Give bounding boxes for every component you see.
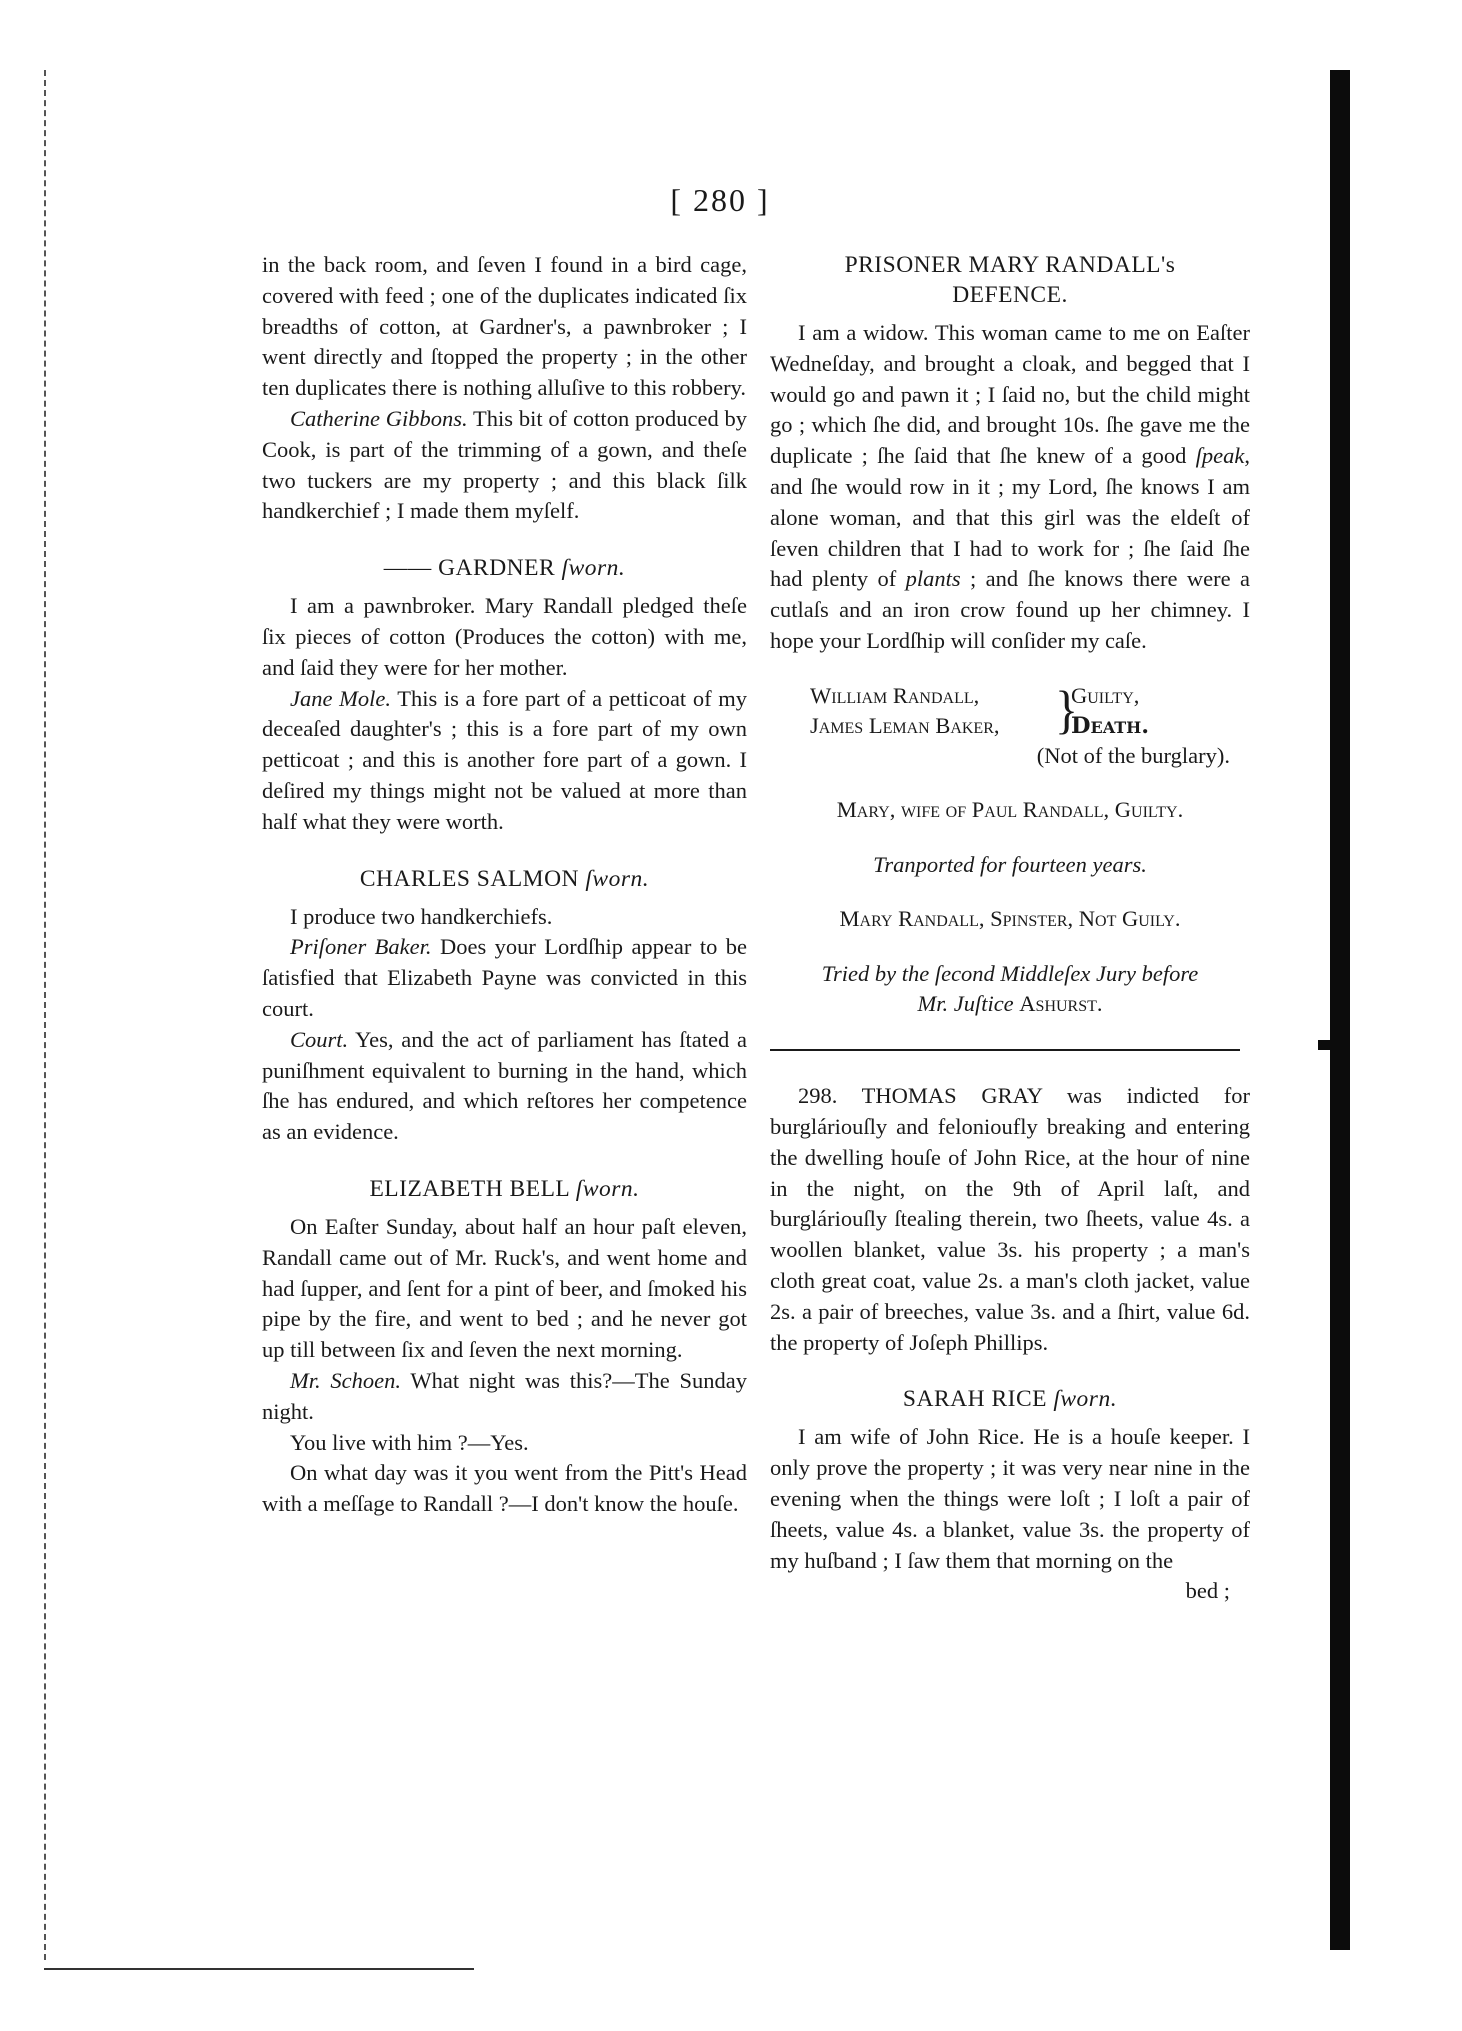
witness-name: CHARLES SALMON <box>359 865 580 892</box>
sworn-label: ſworn. <box>585 865 650 892</box>
tried-note <box>770 959 1250 1019</box>
paragraph: in the back room, and ſeven I found in a bird cage, covered with feed ; one of the duplicates indicated ſix breadths of cotton, at Gardner's, a pawnbroker ; I went directly and ſtopped the property ; in the other ten duplicates there is nothing alluſive to this robbery. <box>262 252 747 401</box>
witness-heading <box>262 864 747 894</box>
speech-text: ; and ſhe knows there were a cutlaſs and an iron crow found up her chimney. I hope your Lordſhip will conſider my caſe. <box>770 566 1251 653</box>
verdict-block <box>810 681 1250 771</box>
paragraph: I am a pawnbroker. Mary Randall pledged theſe ſix pieces of cotton (Produces the cotton) with me, and ſaid they were for her mother. <box>262 593 747 680</box>
defendant-name: William Randall, <box>810 682 980 708</box>
page-number: [ 280 ] <box>670 182 770 218</box>
left-margin-line <box>44 70 46 1960</box>
witness-heading <box>770 1384 1250 1414</box>
left-column <box>262 250 747 1520</box>
paragraph: I produce two handkerchiefs. <box>290 903 553 929</box>
italic-word: plants <box>905 566 961 592</box>
tried-line: Tried by the ſecond Middleſex Jury before <box>821 961 1199 987</box>
speech-text: Does your Lordſhip appear to be ſatisfied that Elizabeth Payne was convicted in this court. <box>262 934 747 1021</box>
bottom-margin-line <box>44 1968 474 1970</box>
paragraph: You live with him ?—Yes. <box>290 1429 529 1455</box>
catchword: bed ; <box>1185 1578 1230 1604</box>
witness-heading <box>262 1174 747 1204</box>
defence-heading-line: DEFENCE. <box>952 282 1068 308</box>
verdict-row <box>810 681 1250 741</box>
judge-name: Ashurst. <box>1019 991 1103 1017</box>
speaker-name: Catherine Gibbons. <box>290 405 468 431</box>
paragraph <box>262 1366 747 1428</box>
case-paragraph: 298. THOMAS GRAY was indicted for burgláriouſly and felonioufly breaking and entering the dwelling houſe of John Rice, at the hour of nine in the night, on the 9th of April laſt, and burgláriouſly ſtealing therein, two ſheets, value 4s. a woollen blanket, value 3s. his property ; a man's cloth great coat, value 2s. a man's cloth jacket, value 2s. a pair of breeches, value 3s. and a ſhirt, value 6d. the property of Joſeph Phillips. <box>770 1083 1250 1355</box>
speaker-name: Mr. Schoen. <box>290 1367 402 1393</box>
witness-name: ELIZABETH BELL <box>369 1175 570 1202</box>
verdict-note: (Not of the burglary). <box>1036 742 1230 768</box>
paragraph <box>770 318 1250 657</box>
speech-text: This bit of cotton produced by Cook, is part of the trimming of a gown, and theſe two tuckers are my property ; and this black ſilk handkerchief ; I made them myſelf. <box>262 405 747 524</box>
binding-notch <box>1318 1040 1332 1050</box>
verdict-guilty: Guilty, <box>1071 682 1140 708</box>
sworn-label: ſworn. <box>1053 1386 1118 1413</box>
sworn-label: ſworn. <box>575 1175 640 1202</box>
paragraph: On Eaſter Sunday, about half an hour paſt eleven, Randall came out of Mr. Ruck's, and went home and had ſupper, and ſent for a pint of beer, and ſmoked his pipe by the fire, and went to bed ; and he never got up till between ſix and ſeven the next morning. <box>262 1213 747 1363</box>
paragraph: I am wife of John Rice. He is a houſe keeper. I only prove the property ; it was very near nine in the evening when the things were loſt ; I loſt a pair of ſheets, value 4s. a blanket, value 3s. the property of my huſband ; I ſaw them that morning on the <box>770 1424 1250 1573</box>
verdict-result <box>1071 681 1149 741</box>
speech-text: This is a fore part of a petticoat of my deceaſed daughter's ; this is a fore part of my own petticoat ; and this is another fore part of a gown. I deſired my things might not be valued at more than half what they were worth. <box>262 685 747 834</box>
tried-line <box>770 989 1250 1019</box>
speech-text: Yes, and the act of parliament has ſtated a puniſhment equivalent to burning in the hand, which ſhe has endured, and which reſtores her competence as an evidence. <box>262 1026 747 1145</box>
paragraph <box>262 404 747 527</box>
binding-spine <box>1330 70 1350 1950</box>
defence-heading <box>770 250 1250 310</box>
paragraph <box>262 932 747 1024</box>
speaker-name: Jane Mole. <box>290 685 391 711</box>
verdict-line: Mary, wife of Paul Randall, Guilty. <box>836 796 1184 822</box>
paragraph <box>262 1025 747 1148</box>
section-rule <box>770 1049 1240 1051</box>
speech-text: I am a widow. This woman came to me on Eaſter Wedneſday, and brought a cloak, and begged that I would go and pawn it ; I ſaid no, but the child might go ; which ſhe did, and brought 10s. ſhe gave me the duplicate ; ſhe ſaid that ſhe knew of a good <box>770 320 1250 469</box>
speech-text: What night was this?—The Sunday night. <box>262 1367 747 1424</box>
witness-name: —— GARDNER <box>383 555 556 582</box>
italic-word: ſpeak <box>1195 443 1245 469</box>
tried-text: Mr. Juſtice <box>917 991 1020 1017</box>
speaker-name: Court. <box>290 1026 349 1052</box>
verdict-line: Mary Randall, Spinſter, Not Guily. <box>839 906 1181 932</box>
brace-glyph: } <box>1055 681 1079 740</box>
defence-heading-line: PRISONER MARY RANDALL's <box>844 252 1176 278</box>
defendant-name: James Leman Baker, <box>810 712 1000 738</box>
speech-text: , and ſhe would row in it ; my Lord, ſhe knows I am alone woman, and that this girl was the eldeſt of ſeven children that I had to work for ; ſhe ſaid ſhe had plenty of <box>770 443 1250 592</box>
right-column <box>770 250 1250 1607</box>
paragraph: On what day was it you went from the Pitt's Head with a meſſage to Randall ?—I don't know the houſe. <box>262 1460 747 1517</box>
witness-name: SARAH RICE <box>902 1386 1047 1413</box>
sentence-line: Tranported for fourteen years. <box>873 851 1147 877</box>
speaker-name: Priſoner Baker. <box>290 934 432 960</box>
verdict-names <box>810 681 1055 741</box>
sworn-label: ſworn. <box>561 555 626 582</box>
witness-heading <box>262 553 747 583</box>
verdict-death: Death. <box>1071 712 1150 739</box>
paragraph <box>262 684 747 838</box>
